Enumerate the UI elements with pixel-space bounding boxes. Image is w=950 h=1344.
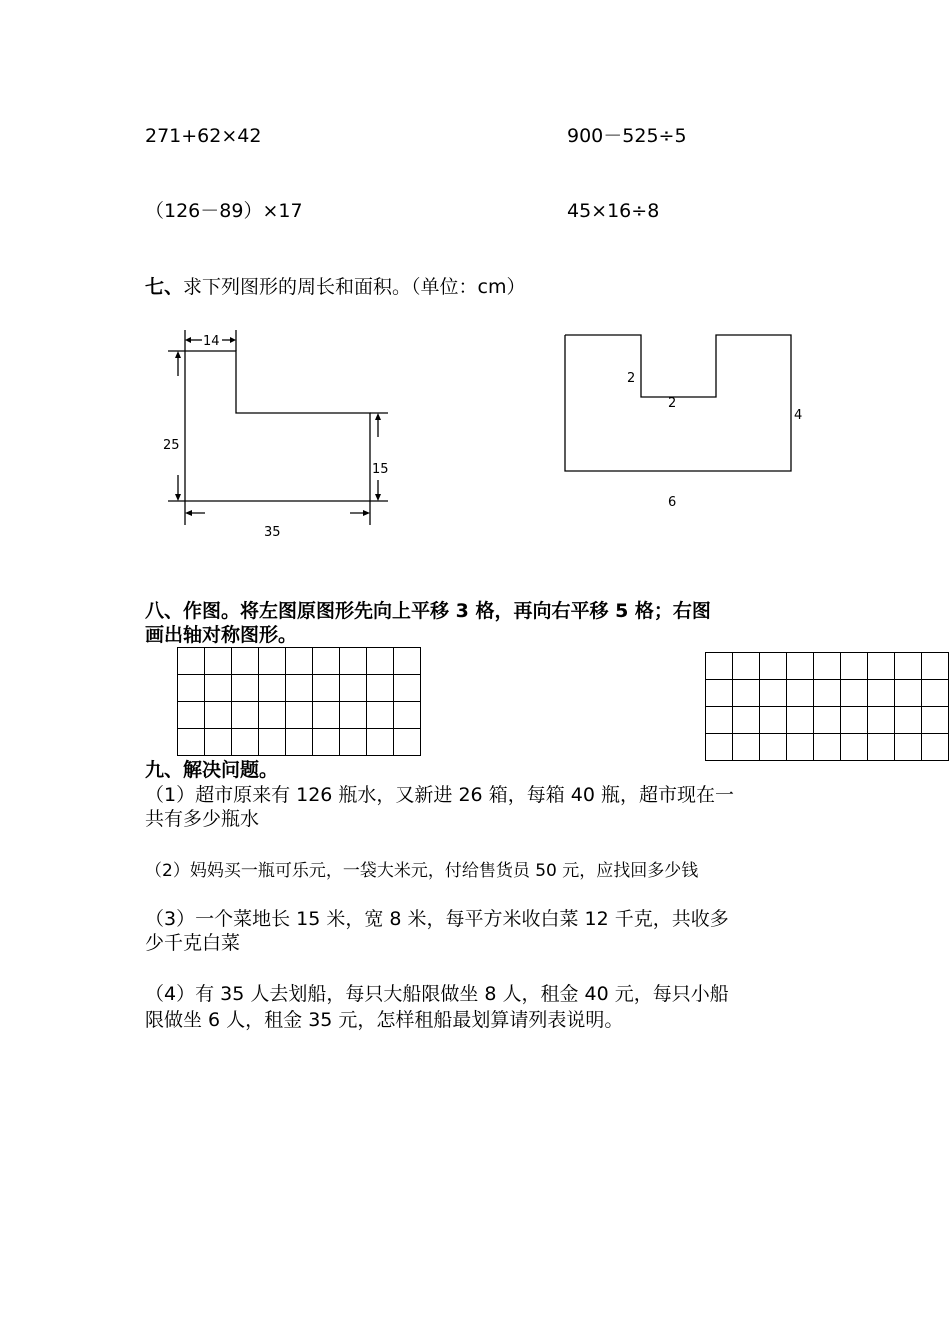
- figure-l-shape: [150, 320, 400, 550]
- section-9-heading: 九、解决问题。: [145, 759, 279, 781]
- problem-2-text: （2）妈妈买一瓶可乐元，一袋大米元，付给售货员 50 元，应找回多少钱: [145, 861, 699, 881]
- calc-expression-3: （126－89）×17: [145, 200, 303, 222]
- dim-label-notch-width: 2: [668, 396, 677, 411]
- problem-4-line2: 限做坐 6 人，租金 35 元，怎样租船最划算请列表说明。: [145, 1009, 624, 1031]
- problem-1-line2: 共有多少瓶水: [145, 808, 260, 830]
- dim-label-bottom: 35: [264, 525, 281, 540]
- section-8-heading-line2: 画出轴对称图形。: [145, 624, 298, 646]
- dim-label-right: 15: [372, 462, 389, 477]
- dim-label-right-side: 4: [794, 408, 803, 423]
- problem-2: [145, 858, 698, 883]
- right-drawing-grid: [705, 652, 949, 761]
- figure-u-shape: [550, 320, 820, 520]
- section-7-title: 求下列图形的周长和面积。（单位：cm）: [183, 276, 526, 298]
- section-8-heading-line1: 八、作图。将左图原图形先向上平移 3 格，再向右平移 5 格；右图: [145, 600, 711, 622]
- section-7-number: 七、: [145, 276, 184, 298]
- problem-4-line1: （4）有 35 人去划船，每只大船限做坐 8 人，租金 40 元，每只小船: [145, 983, 729, 1005]
- problem-3-line2: 少千克白菜: [145, 932, 241, 954]
- u-shape-outline: [565, 335, 791, 471]
- calc-expression-1: 271+62×42: [145, 125, 262, 147]
- problem-3-line1: （3）一个菜地长 15 米，宽 8 米，每平方米收白菜 12 千克，共收多: [145, 908, 729, 930]
- section-7-heading: [145, 275, 525, 299]
- dim-label-notch-depth: 2: [627, 371, 636, 386]
- problem-1-line1: （1）超市原来有 126 瓶水，又新进 26 箱，每箱 40 瓶，超市现在一: [145, 784, 734, 806]
- dim-label-top: 14: [203, 334, 220, 349]
- left-drawing-grid: [177, 647, 421, 756]
- dim-label-left: 25: [163, 438, 180, 453]
- dim-label-bottom-side: 6: [668, 495, 677, 510]
- l-shape-outline: [185, 351, 370, 501]
- calc-expression-4: 45×16÷8: [567, 200, 660, 222]
- calc-expression-2: 900－525÷5: [567, 125, 687, 147]
